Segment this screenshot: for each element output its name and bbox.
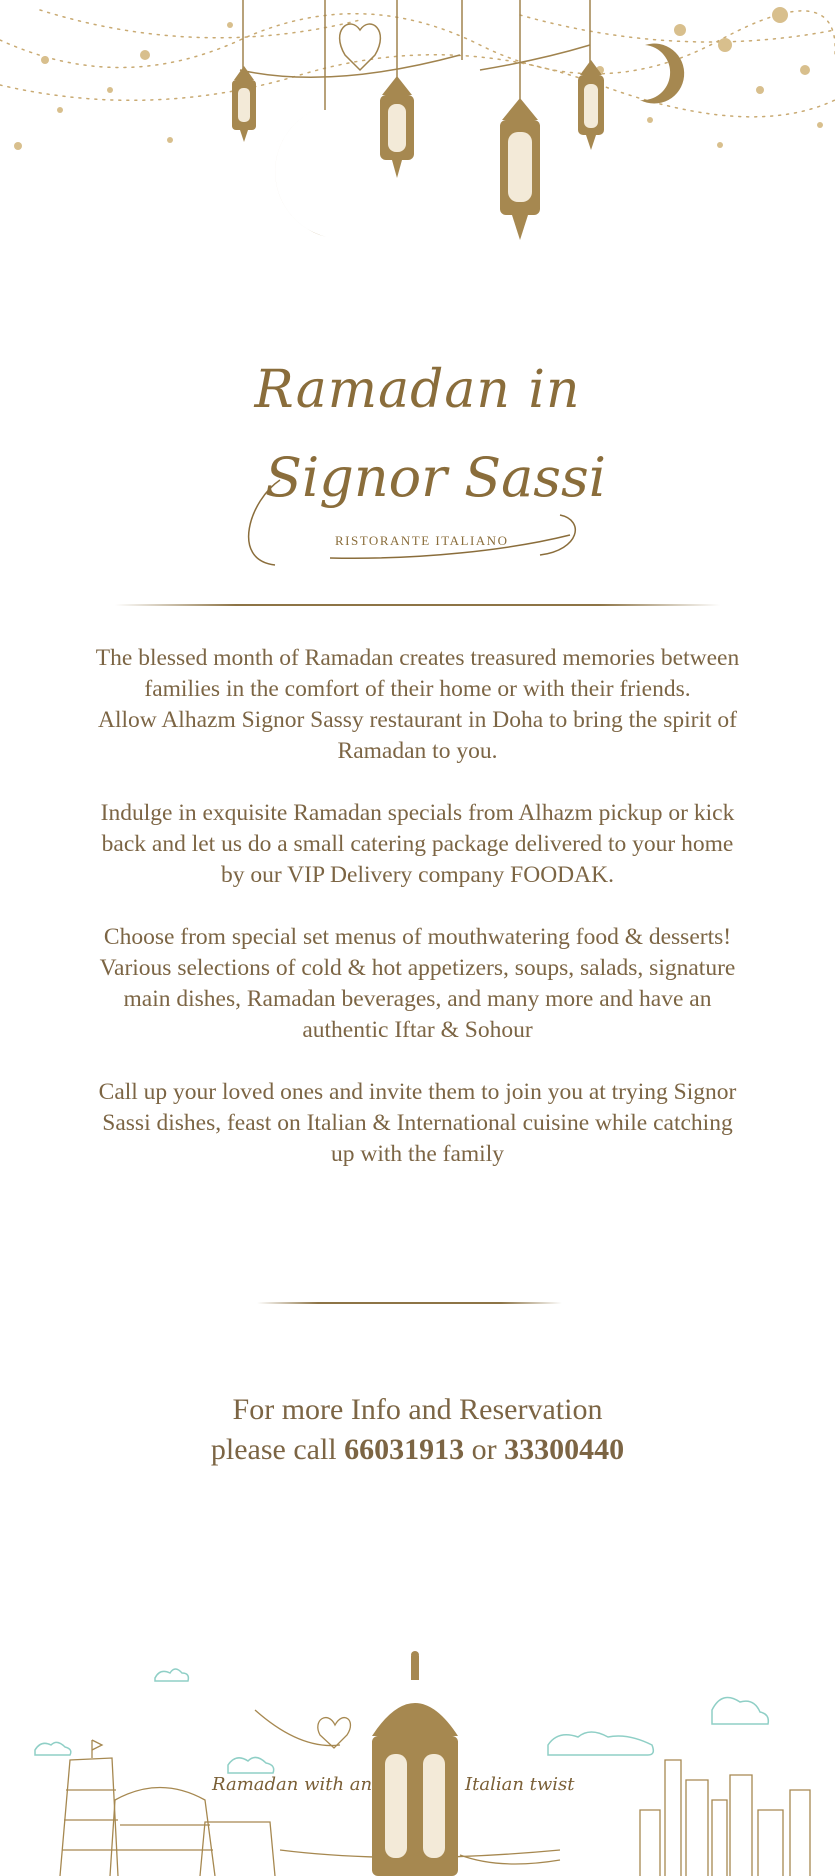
contact-heading: For more Info and Reservation — [232, 1393, 603, 1426]
paragraph-1-line-2: Allow Alhazm Signor Sassy restaurant in Doha to bring the spirit of Ramadan to you. — [98, 707, 737, 764]
paragraph-3: Choose from special set menus of mouthwatering food & desserts! Various selections of cold & hot appetizers, soups, salads, signature main dishes, Ramadan beverages, and many more and have an authentic Iftar & Sohour — [99, 924, 736, 1043]
phone-number-2[interactable]: 33300440 — [504, 1433, 625, 1466]
signor-sassi-logo — [240, 440, 606, 580]
footer-tagline-left: Ramadan with an — [212, 1774, 373, 1795]
header-lantern-decoration — [0, 0, 835, 260]
paragraph-4: Call up your loved ones and invite them to join you at trying Signor Sassi dishes, feast on Italian & International cuisine while catching up with the family — [98, 1079, 737, 1167]
contact-separator: or — [464, 1433, 505, 1466]
divider-top — [115, 604, 720, 606]
paragraph-1 — [95, 643, 740, 767]
phone-number-1[interactable]: 66031913 — [344, 1433, 465, 1466]
paragraph-2: Indulge in exquisite Ramadan specials from Alhazm pickup or kick back and let us do a small catering package delivered to your home by our VIP Delivery company FOODAK. — [100, 800, 735, 888]
ramadan-title: Ramadan in — [254, 360, 581, 420]
description-text — [95, 643, 740, 1201]
footer-landmarks-illustration — [0, 1650, 835, 1876]
contact-info — [0, 1390, 835, 1470]
paragraph-1-line-1: The blessed month of Ramadan creates treasured memories between families in the comfort of their home or with their friends. — [95, 645, 740, 702]
logo-wordmark: Signor Sassi — [265, 446, 606, 509]
logo-subtitle: RISTORANTE ITALIANO — [335, 533, 509, 548]
divider-bottom — [257, 1302, 562, 1304]
footer-tagline-right: Italian twist — [465, 1774, 575, 1795]
contact-prefix: please call — [210, 1433, 345, 1466]
contact-phones — [0, 1430, 835, 1470]
